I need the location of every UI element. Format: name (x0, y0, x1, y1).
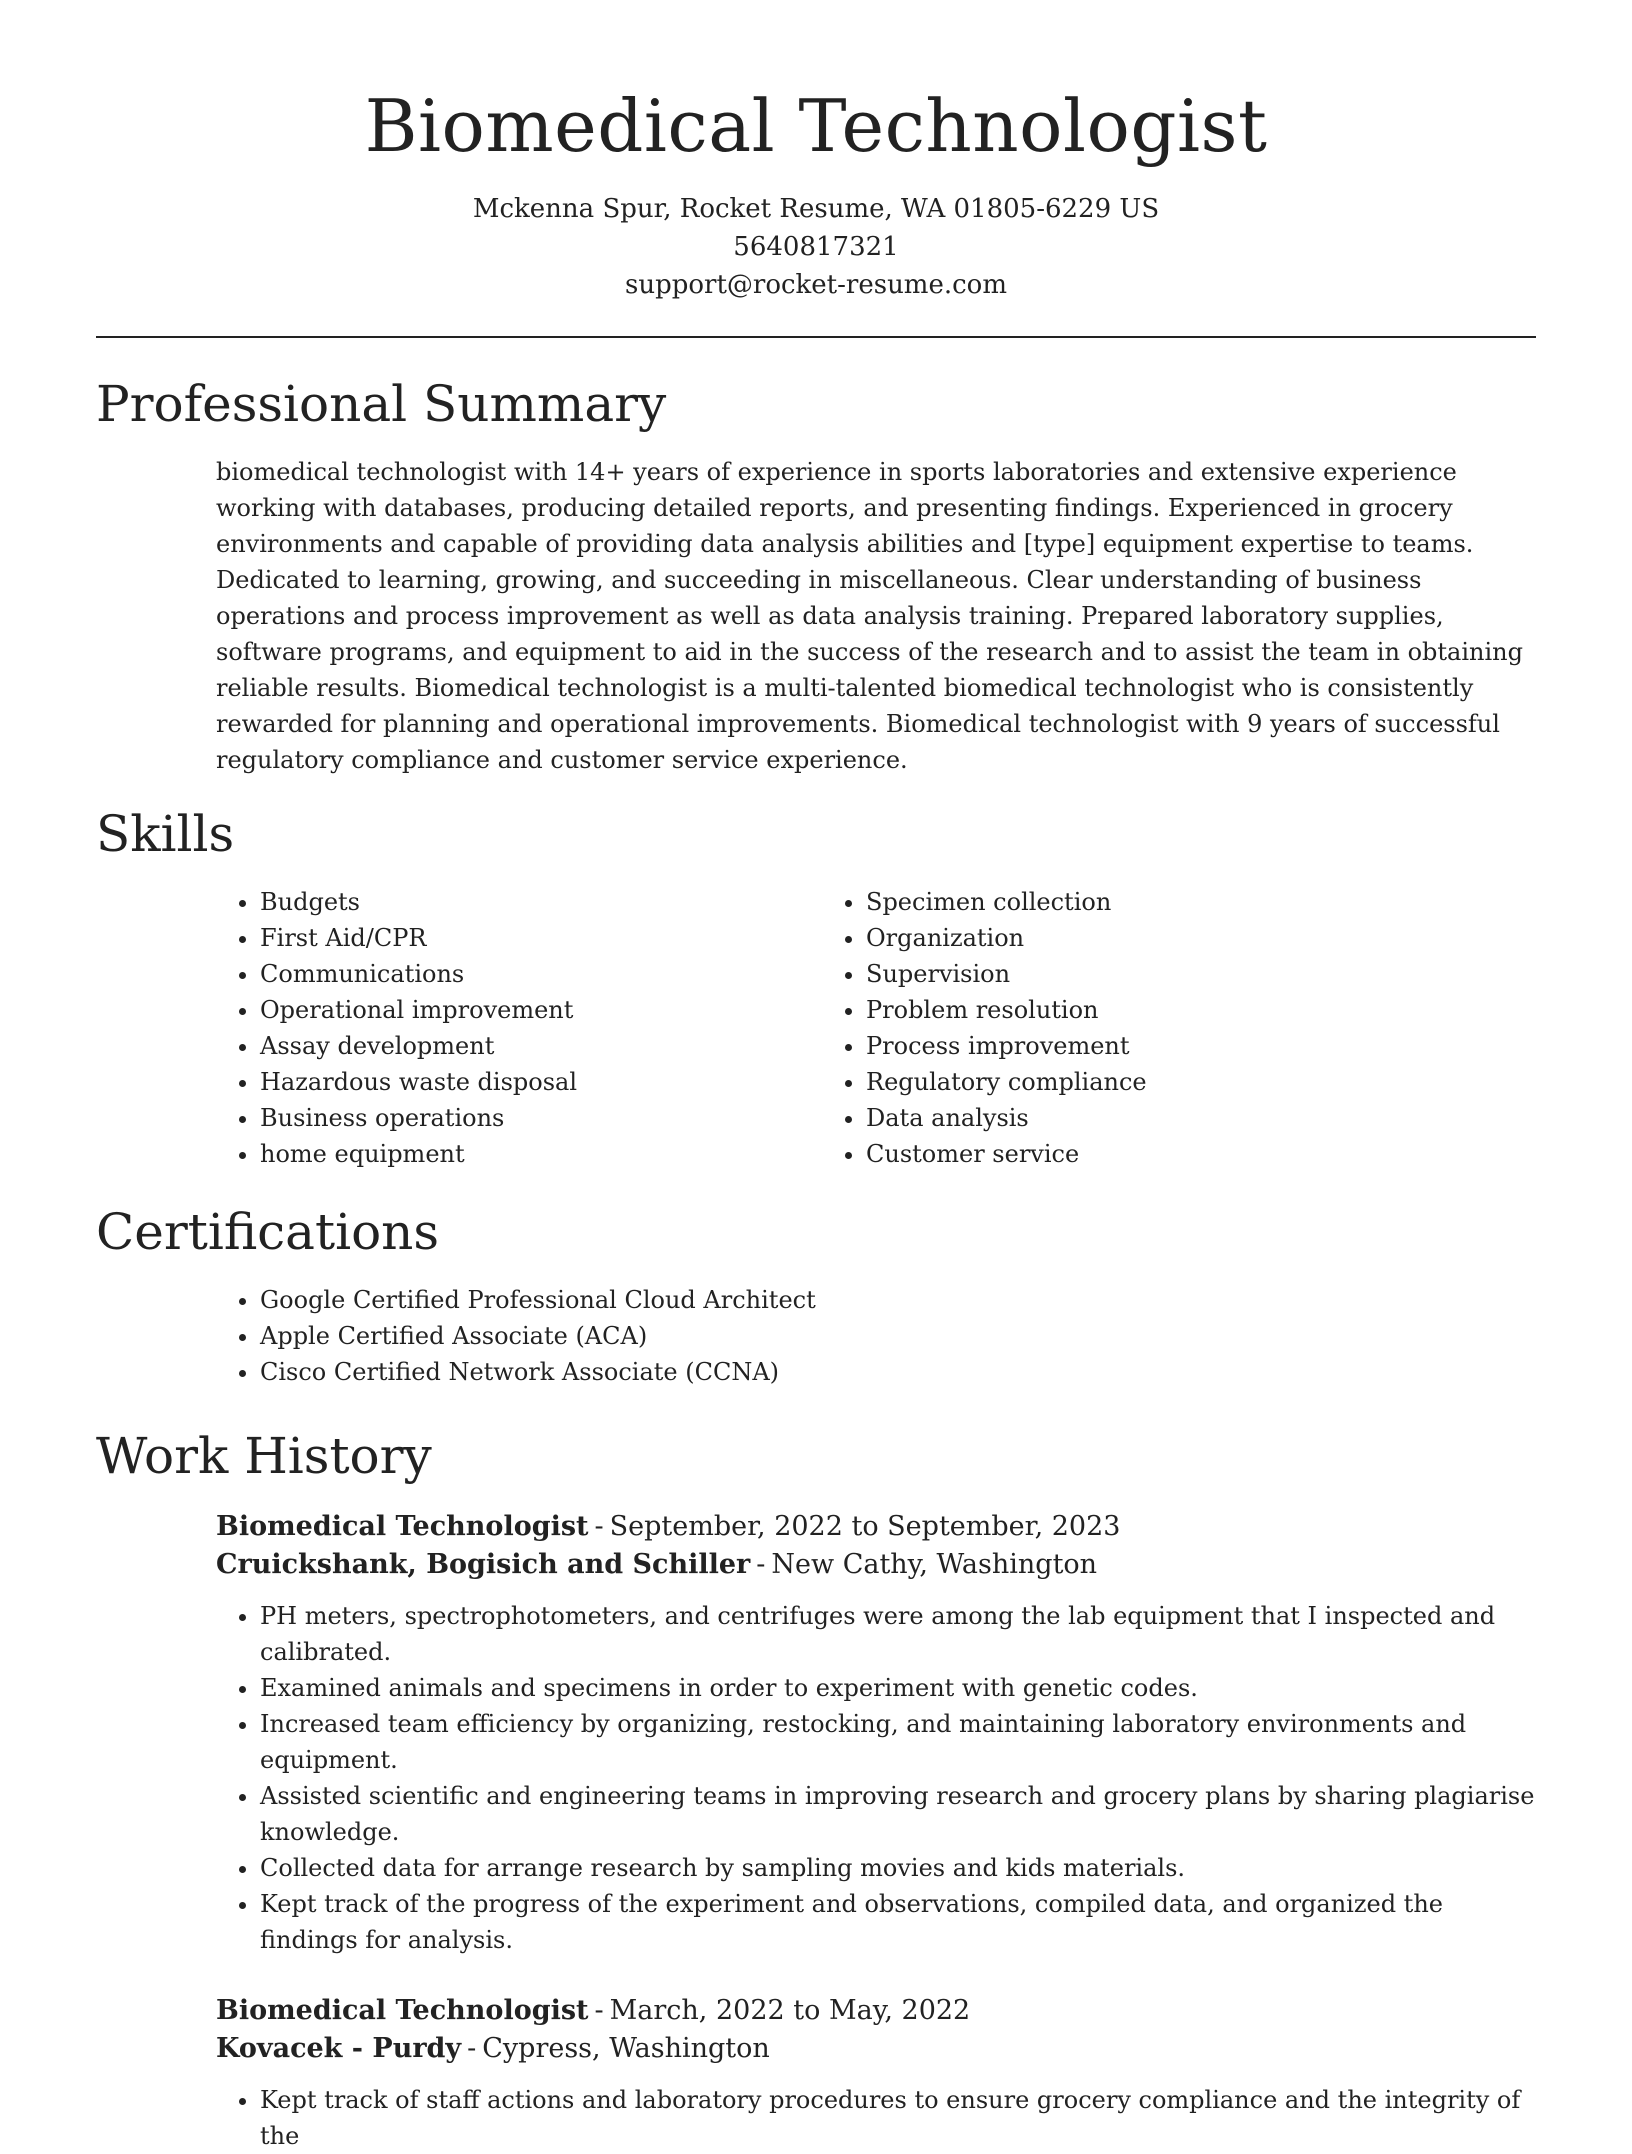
job-dates: September, 2022 to September, 2023 (609, 1511, 1121, 1542)
skill-item: • First Aid/CPR (260, 920, 822, 956)
job-duties (216, 2082, 1536, 2154)
skill-item: • home equipment (260, 1136, 822, 1172)
summary-text: biomedical technologist with 14+ years of experience in sports laboratories and extensive experience working with databases, producing detailed reports, and presenting findings. Experienced in grocery environments and capable of providing data analysis abilities and [type] equipment expertise to teams. Dedicated to learning, growing, and succeeding in miscellaneous. Clear understanding of business operations and process improvement as well as data analysis training. Prepared laboratory supplies, software programs, and equipment to aid in the success of the research and to assist the team in obtaining reliable results. Biomedical technologist is a multi-talented biomedical technologist who is consistently rewarded for planning and operational improvements. Biomedical technologist with 9 years of successful regulatory compliance and customer service experience. (216, 458, 1523, 774)
skills-list-left (216, 884, 822, 1172)
job-title-line (216, 1508, 1536, 1546)
skill-item: • Budgets (260, 884, 822, 920)
summary-heading: Professional Summary (96, 375, 667, 433)
skills-list-right (822, 884, 1428, 1172)
work-history-heading: Work History (96, 1427, 432, 1485)
skill-item: • Problem resolution (866, 992, 1428, 1028)
job-company: Cruickshank, Bogisich and Schiller (216, 1549, 751, 1580)
job-duties (216, 1598, 1536, 1958)
certification-item: • Apple Certified Associate (ACA) (260, 1318, 1536, 1354)
skill-item: • Organization (866, 920, 1428, 956)
job-title-line (216, 1992, 1536, 2030)
contact-address: Mckenna Spur, Rocket Resume, WA 01805-6229 US (472, 194, 1160, 224)
job-company-line (216, 1546, 1536, 1584)
job-company: Kovacek - Purdy (216, 2033, 462, 2064)
certifications-list (216, 1282, 1536, 1390)
job-duty: • Kept track of staff actions and laboratory procedures to ensure grocery compliance and the integrity of the (260, 2082, 1536, 2154)
skill-item: • Process improvement (866, 1028, 1428, 1064)
resume-title: Biomedical Technologist (364, 84, 1268, 168)
job-duty: • Kept track of the progress of the experiment and observations, compiled data, and organized the findings for analysis. (260, 1886, 1536, 1958)
job-duty: • Assisted scientific and engineering teams in improving research and grocery plans by sharing plagiarise knowledge. (260, 1778, 1536, 1850)
resume-page (96, 0, 1536, 2154)
skills-heading: Skills (96, 805, 235, 863)
skill-item: • Communications (260, 956, 822, 992)
contact-phone: 5640817321 (733, 232, 899, 262)
contact-info (96, 190, 1536, 304)
job-location: New Cathy, Washington (771, 1549, 1098, 1580)
job-entry (216, 1508, 1536, 1958)
skill-item: • Data analysis (866, 1100, 1428, 1136)
skill-item: • Operational improvement (260, 992, 822, 1028)
job-entry (216, 1992, 1536, 2154)
skill-item: • Customer service (866, 1136, 1428, 1172)
job-separator: - (594, 1511, 604, 1542)
job-company-line (216, 2030, 1536, 2068)
job-title: Biomedical Technologist (216, 1995, 589, 2026)
skills-columns (216, 884, 1536, 1172)
job-duty: • Increased team efficiency by organizing, restocking, and maintaining laboratory environments and equipment. (260, 1706, 1536, 1778)
header-divider (96, 336, 1536, 338)
job-separator: - (594, 1995, 604, 2026)
job-duty: • Examined animals and specimens in order to experiment with genetic codes. (260, 1670, 1536, 1706)
job-dates: March, 2022 to May, 2022 (609, 1995, 971, 2026)
job-separator: - (467, 2033, 477, 2064)
job-duty: • Collected data for arrange research by sampling movies and kids materials. (260, 1850, 1536, 1886)
skill-item: • Supervision (866, 956, 1428, 992)
contact-email: support@rocket-resume.com (624, 270, 1007, 300)
job-title: Biomedical Technologist (216, 1511, 589, 1542)
skill-item: • Hazardous waste disposal (260, 1064, 822, 1100)
job-separator: - (756, 1549, 766, 1580)
certification-item: • Google Certified Professional Cloud Architect (260, 1282, 1536, 1318)
skill-item: • Assay development (260, 1028, 822, 1064)
certifications-heading: Certifications (96, 1203, 440, 1261)
skill-item: • Regulatory compliance (866, 1064, 1428, 1100)
skill-item: • Specimen collection (866, 884, 1428, 920)
certification-item: • Cisco Certified Network Associate (CCNA) (260, 1354, 1536, 1390)
job-location: Cypress, Washington (482, 2033, 770, 2064)
job-duty: • PH meters, spectrophotometers, and centrifuges were among the lab equipment that I inspected and calibrated. (260, 1598, 1536, 1670)
skill-item: • Business operations (260, 1100, 822, 1136)
